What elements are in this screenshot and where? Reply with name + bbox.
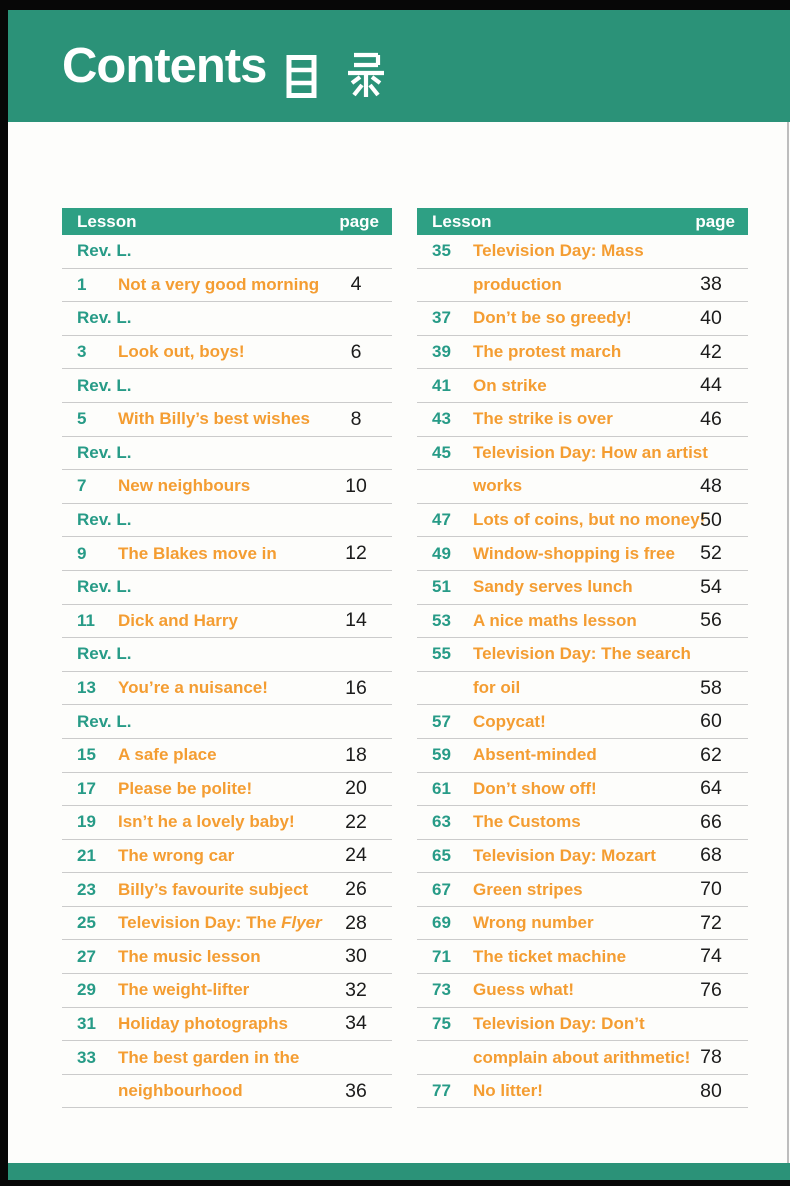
toc-row: [417, 1041, 748, 1075]
review-lesson-row: [62, 369, 392, 403]
lesson-title: The best garden in the: [118, 1047, 300, 1067]
page-number: 56: [700, 609, 722, 632]
page-number: 34: [345, 1012, 367, 1035]
toc-row: [62, 336, 392, 370]
toc-row: [62, 806, 392, 840]
review-lesson-row: [62, 504, 392, 538]
lesson-number: 11: [77, 610, 95, 630]
lesson-number: 39: [432, 342, 451, 362]
page-number: 66: [700, 810, 722, 833]
toc-row: [417, 739, 748, 773]
review-lesson-row: [62, 705, 392, 739]
lesson-number: 75: [432, 1013, 451, 1033]
lesson-title: Lots of coins, but no money!: [473, 510, 706, 530]
toc-row: [62, 1008, 392, 1042]
toc-row: [62, 537, 392, 571]
contents-title-chinese-glyphs: [286, 52, 385, 98]
column-header: [417, 208, 748, 235]
lesson-title: works: [473, 476, 523, 496]
page-header-label: page: [339, 211, 379, 231]
toc-row: [417, 437, 748, 471]
lesson-title: The music lesson: [118, 946, 261, 966]
page-number: 78: [700, 1046, 722, 1069]
page-number: 4: [350, 273, 362, 296]
lesson-title: Television Day: The Flyer: [118, 913, 322, 933]
toc-row: [62, 605, 392, 639]
lesson-number: 23: [77, 879, 96, 899]
lesson-title: Isn’t he a lovely baby!: [118, 812, 295, 832]
page-number: 70: [700, 878, 722, 901]
lesson-title: No litter!: [473, 1081, 543, 1101]
toc-row: [417, 369, 748, 403]
lesson-title: Billy’s favourite subject: [118, 879, 309, 899]
column-header: [62, 208, 392, 235]
lesson-title: New neighbours: [118, 476, 251, 496]
lesson-title: The protest march: [473, 342, 622, 362]
page-number: 18: [345, 743, 367, 766]
lesson-number: 55: [432, 644, 451, 664]
review-lesson-label: Rev. L.: [77, 442, 132, 462]
lesson-number: 41: [432, 375, 451, 395]
lesson-number: 69: [432, 913, 451, 933]
contents-title-english: Contents: [62, 38, 267, 93]
toc-row: [417, 940, 748, 974]
page-number: 32: [345, 978, 367, 1001]
toc-row: [417, 840, 748, 874]
toc-row: [62, 974, 392, 1008]
toc-row: [62, 269, 392, 303]
lesson-title: With Billy’s best wishes: [118, 409, 310, 429]
lesson-number: 1: [77, 274, 87, 294]
lesson-title: On strike: [473, 375, 547, 395]
toc-row: [417, 1008, 748, 1042]
lesson-title: Please be polite!: [118, 778, 253, 798]
toc-rows-right: [417, 235, 748, 1108]
toc-row: [417, 873, 748, 907]
page-number: 42: [700, 340, 722, 363]
toc-row: [62, 739, 392, 773]
lesson-title: complain about arithmetic!: [473, 1047, 691, 1067]
scan-edge-bottom: [0, 1180, 790, 1186]
toc-row: [417, 705, 748, 739]
lesson-title: Green stripes: [473, 879, 583, 899]
lesson-number: 43: [432, 409, 451, 429]
lesson-title: The strike is over: [473, 409, 613, 429]
lesson-number: 65: [432, 845, 451, 865]
page-number: 58: [700, 676, 722, 699]
review-lesson-label: Rev. L.: [77, 644, 132, 664]
page-number: 22: [345, 810, 367, 833]
review-lesson-label: Rev. L.: [77, 711, 132, 731]
review-lesson-row: [62, 638, 392, 672]
page-number: 64: [700, 777, 722, 800]
lesson-title: Absent-minded: [473, 745, 597, 765]
review-lesson-label: Rev. L.: [77, 241, 132, 261]
page-number: 72: [700, 911, 722, 934]
lesson-title: Dick and Harry: [118, 610, 238, 630]
lesson-title: for oil: [473, 678, 521, 698]
page-number: 62: [700, 743, 722, 766]
toc-row: [417, 470, 748, 504]
lesson-number: 25: [77, 913, 96, 933]
toc-column-left: [62, 208, 392, 1108]
lesson-title: Don’t be so greedy!: [473, 308, 632, 328]
lesson-number: 15: [77, 745, 96, 765]
page-number: 48: [700, 474, 722, 497]
lesson-title: Television Day: Mass: [473, 241, 644, 261]
lesson-number: 27: [77, 946, 96, 966]
lesson-number: 67: [432, 879, 451, 899]
review-lesson-label: Rev. L.: [77, 577, 132, 597]
lesson-title: Guess what!: [473, 980, 575, 1000]
lesson-title: neighbourhood: [118, 1081, 243, 1101]
toc-row: [62, 1041, 392, 1075]
toc-row: [417, 806, 748, 840]
lesson-number: 49: [432, 543, 451, 563]
lesson-title: Television Day: The search: [473, 644, 691, 664]
lesson-number: 3: [77, 342, 87, 362]
lesson-number: 37: [432, 308, 451, 328]
review-lesson-label: Rev. L.: [77, 510, 132, 530]
lesson-number: 71: [432, 946, 451, 966]
page-number: 30: [345, 945, 367, 968]
page-number: 12: [345, 542, 367, 565]
toc-row: [62, 672, 392, 706]
page-number: 16: [345, 676, 367, 699]
toc-row: [417, 1075, 748, 1109]
bottom-green-strip: [0, 1163, 790, 1181]
lesson-header-label: Lesson: [432, 211, 492, 231]
page-number: 60: [700, 710, 722, 733]
toc-row: [62, 840, 392, 874]
lesson-title: You’re a nuisance!: [118, 678, 268, 698]
page-number: 52: [700, 542, 722, 565]
lesson-title: Television Day: How an artist: [473, 442, 708, 462]
lesson-title: Look out, boys!: [118, 342, 245, 362]
mu-character-glyph: [286, 55, 317, 98]
lu-character-glyph: [347, 52, 385, 98]
toc-row: [417, 605, 748, 639]
toc-row: [417, 302, 748, 336]
page-number: 46: [700, 407, 722, 430]
toc-row: [62, 873, 392, 907]
lesson-title: Don’t show off!: [473, 778, 597, 798]
page-number: 40: [700, 306, 722, 329]
lesson-number: 7: [77, 476, 87, 496]
lesson-number: 45: [432, 442, 451, 462]
lesson-title: A nice maths lesson: [473, 610, 637, 630]
lesson-title: A safe place: [118, 745, 217, 765]
lesson-title: The wrong car: [118, 845, 235, 865]
lesson-title: Wrong number: [473, 913, 594, 933]
lesson-number: 35: [432, 241, 451, 261]
lesson-title: Holiday photographs: [118, 1013, 288, 1033]
lesson-title: Television Day: Mozart: [473, 845, 656, 865]
page-header-label: page: [695, 211, 735, 231]
lesson-number: 73: [432, 980, 451, 1000]
toc-row: [417, 907, 748, 941]
toc-row: [417, 974, 748, 1008]
toc-row: [417, 403, 748, 437]
lesson-title: Window-shopping is free: [473, 543, 675, 563]
toc-row: [417, 773, 748, 807]
toc-row: [417, 336, 748, 370]
lesson-number: 9: [77, 543, 87, 563]
lesson-title: Television Day: Don’t: [473, 1013, 645, 1033]
page-number: 80: [700, 1079, 722, 1102]
page-right-edge-line: [787, 122, 789, 1163]
toc-row: [62, 907, 392, 941]
toc-row: [417, 571, 748, 605]
toc-row: [417, 638, 748, 672]
lesson-number: 63: [432, 812, 451, 832]
page-number: 38: [700, 273, 722, 296]
lesson-title: Sandy serves lunch: [473, 577, 633, 597]
page-number: 44: [700, 374, 722, 397]
review-lesson-row: [62, 235, 392, 269]
lesson-number: 33: [77, 1047, 96, 1067]
lesson-number: 17: [77, 778, 96, 798]
page-number: 20: [345, 777, 367, 800]
lesson-title: The Blakes move in: [118, 543, 277, 563]
lesson-header-label: Lesson: [77, 211, 137, 231]
scan-edge-top: [0, 0, 790, 10]
contents-banner: [0, 10, 790, 122]
lesson-number: 51: [432, 577, 451, 597]
lesson-number: 29: [77, 980, 96, 1000]
toc-row: [417, 672, 748, 706]
page-number: 10: [345, 474, 367, 497]
lesson-number: 57: [432, 711, 451, 731]
lesson-number: 47: [432, 510, 451, 530]
lesson-title: Copycat!: [473, 711, 546, 731]
lesson-title: The Customs: [473, 812, 581, 832]
review-lesson-label: Rev. L.: [77, 308, 132, 328]
page-number: 36: [345, 1079, 367, 1102]
toc-row: [417, 504, 748, 538]
toc-row: [62, 470, 392, 504]
page-number: 8: [350, 407, 362, 430]
page-number: 50: [700, 508, 722, 531]
toc-row: [62, 403, 392, 437]
lesson-number: 77: [432, 1081, 451, 1101]
page-number: 14: [345, 609, 367, 632]
toc-column-right: [417, 208, 748, 1108]
page-title: [62, 38, 385, 93]
lesson-number: 13: [77, 678, 96, 698]
page-number: 68: [700, 844, 722, 867]
lesson-number: 21: [77, 845, 96, 865]
lesson-number: 59: [432, 745, 451, 765]
page-number: 74: [700, 945, 722, 968]
page-number: 24: [345, 844, 367, 867]
page-number: 26: [345, 878, 367, 901]
toc-row: [62, 1075, 392, 1109]
scan-edge-left: [0, 0, 8, 1186]
review-lesson-label: Rev. L.: [77, 375, 132, 395]
page-number: 28: [345, 911, 367, 934]
lesson-title: The weight-lifter: [118, 980, 250, 1000]
lesson-title: The ticket machine: [473, 946, 627, 966]
toc-row: [417, 537, 748, 571]
toc-rows-left: [62, 235, 392, 1108]
lesson-number: 5: [77, 409, 87, 429]
review-lesson-row: [62, 571, 392, 605]
toc-row: [417, 235, 748, 269]
lesson-number: 19: [77, 812, 96, 832]
page-number: 76: [700, 978, 722, 1001]
page-number: 54: [700, 575, 722, 598]
review-lesson-row: [62, 437, 392, 471]
lesson-title-italic: Flyer: [281, 913, 322, 933]
toc-row: [62, 773, 392, 807]
toc-row: [62, 940, 392, 974]
review-lesson-row: [62, 302, 392, 336]
page-number: 6: [350, 340, 362, 363]
lesson-number: 61: [432, 778, 451, 798]
lesson-title: production: [473, 274, 562, 294]
toc-row: [417, 269, 748, 303]
lesson-number: 31: [77, 1013, 96, 1033]
lesson-title: Not a very good morning: [118, 274, 320, 294]
lesson-number: 53: [432, 610, 451, 630]
